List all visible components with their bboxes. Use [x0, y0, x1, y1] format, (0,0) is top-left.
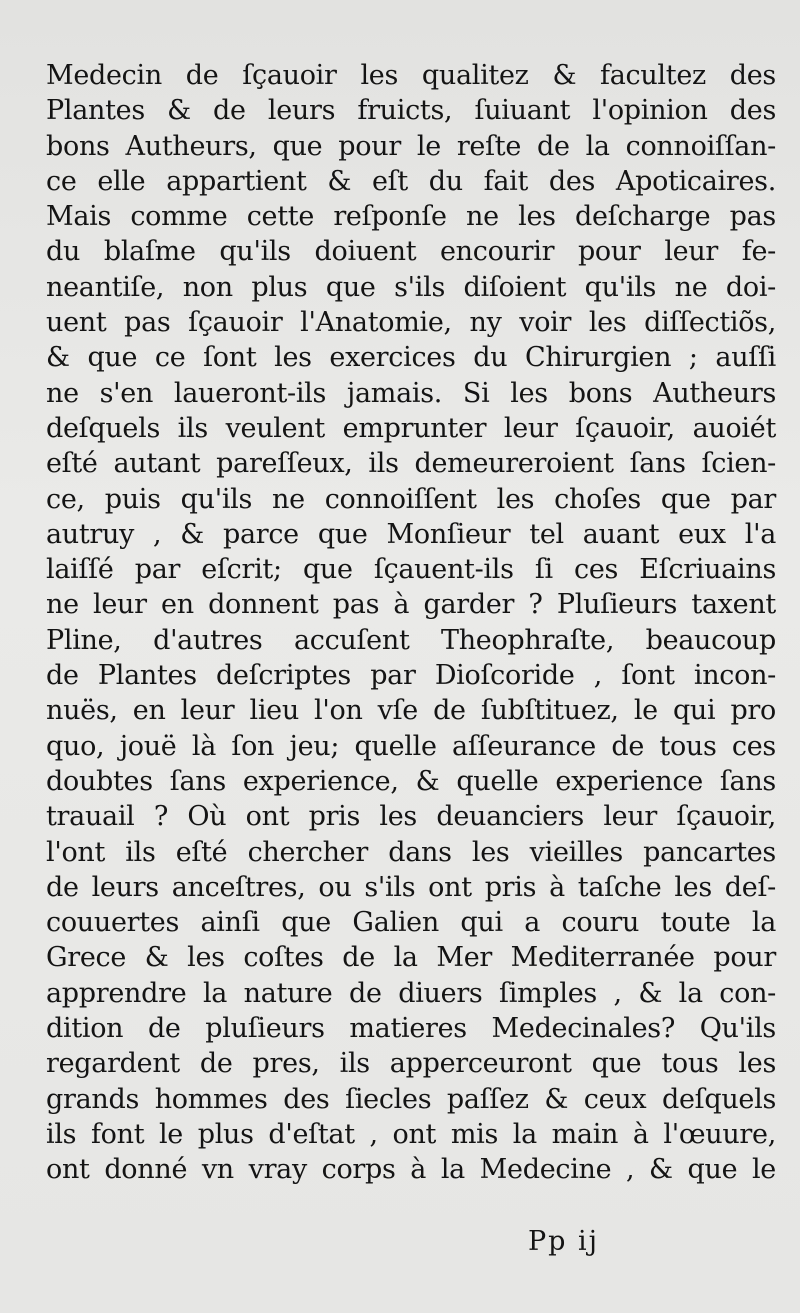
text-line: de leurs anceſtres, ou s'ils ont pris à taſche les deſ- [46, 871, 776, 903]
text-line: dition de pluſieurs matieres Medecinales? Qu'ils [46, 1013, 776, 1045]
signature-mark: Pp ij [528, 1226, 600, 1257]
text-line: l'ont ils eſté chercher dans les vieilles pancartes [46, 836, 776, 868]
text-line: Pline, d'autres accuſent Theophraſte, beaucoup [46, 624, 776, 656]
text-line: ont donné vn vray corps à la Medecine , & que le [46, 1154, 776, 1186]
text-line: Grece & les coſtes de la Mer Mediterranée pour [46, 942, 776, 974]
text-line: laiſſé par eſcrit; que ſçauent-ils ſi ces Eſcriuains [46, 554, 776, 586]
text-line: Plantes & de leurs fruicts, ſuiuant l'opinion des [46, 95, 776, 127]
text-line: couuertes ainſi que Galien qui a couru toute la [46, 907, 776, 939]
text-line: doubtes ſans experience, & quelle experience ſans [46, 765, 776, 797]
text-line: bons Autheurs, que pour le reſte de la connoiſſan- [46, 130, 776, 162]
text-line: deſquels ils veulent emprunter leur ſçauoir, auoiét [46, 412, 776, 444]
text-line: eſté autant pareſſeux, ils demeureroient ſans ſcien- [46, 448, 776, 480]
text-line: ce elle appartient & eſt du fait des Apoticaires. [46, 165, 776, 197]
text-line: apprendre la nature de diuers ſimples , & la con- [46, 977, 776, 1009]
text-line: du blaſme qu'ils doiuent encourir pour leur fe- [46, 236, 776, 268]
text-line: ne s'en laueront-ils jamais. Si les bons Autheurs [46, 377, 776, 409]
text-line: ils font le plus d'eſtat , ont mis la main à l'œuure, [46, 1118, 776, 1150]
text-line: grands hommes des ſiecles paſſez & ceux deſquels [46, 1083, 776, 1115]
text-line: uent pas ſçauoir l'Anatomie, ny voir les diſſectiõs, [46, 307, 776, 339]
text-line: regardent de pres, ils apperceuront que tous les [46, 1048, 776, 1080]
text-line: trauail ? Où ont pris les deuanciers leur ſçauoir, [46, 801, 776, 833]
text-line: quo, jouë là ſon jeu; quelle aſſeurance de tous ces [46, 730, 776, 762]
text-line: nuës, en leur lieu l'on vſe de ſubſtituez, le qui pro [46, 695, 776, 727]
text-line: de Plantes deſcriptes par Dioſcoride , ſont incon- [46, 660, 776, 692]
text-line: Mais comme cette reſponſe ne les deſcharge pas [46, 201, 776, 233]
text-line: ce, puis qu'ils ne connoiſſent les choſes que par [46, 483, 776, 515]
text-line: neantiſe, non plus que s'ils diſoient qu'ils ne doi- [46, 271, 776, 303]
text-line: Medecin de ſçauoir les qualitez & facultez des [46, 60, 776, 91]
text-line: ne leur en donnent pas à garder ? Pluſieurs taxent [46, 589, 776, 621]
text-line: autruy , & parce que Monſieur tel auant eux l'a [46, 518, 776, 550]
text-line: & que ce ſont les exercices du Chirurgien ; auſſi [46, 342, 776, 374]
body-text [46, 58, 776, 1188]
